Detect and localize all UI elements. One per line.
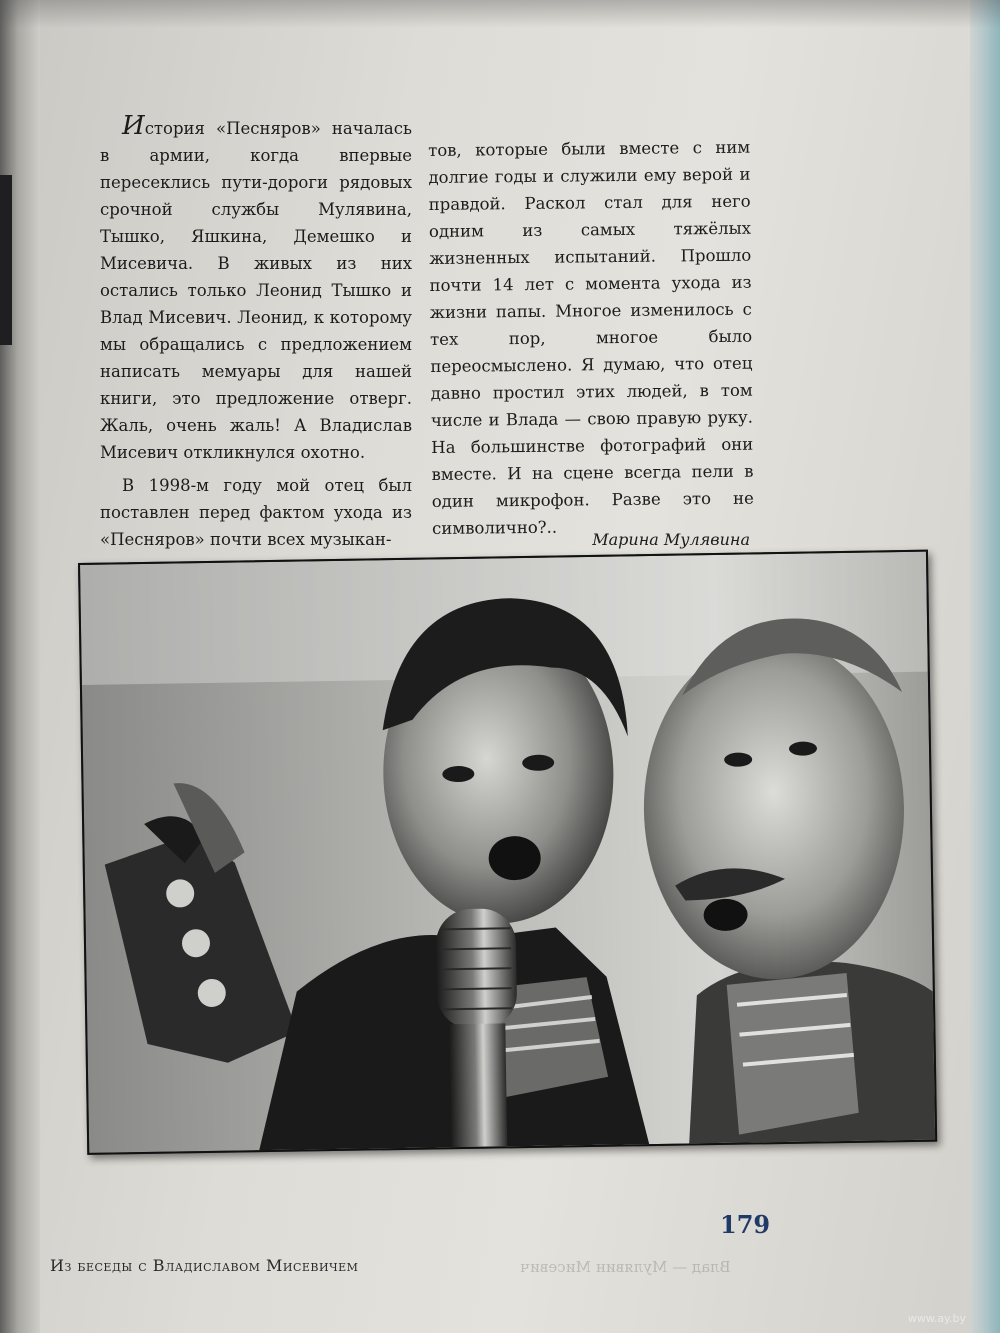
right-page-edge — [970, 0, 1000, 1333]
photo-illustration — [80, 552, 935, 1153]
paragraph-3: тов, которые были вместе с ним долгие годы и служили ему верой и правдой. Раскол стал для него одним из самых тяжёлых жизненных испытаний. Прошло почти 14 лет с момента ухода из жизни папы. Многое изменилось с тех пор, многое было переосмыслено. Я думаю, что отец давно простил этих людей, в том числе и Влада — свою правую руку. На большинстве фотографий они вместе. И на сцене всегда пели в один микрофон. Разве это не символично?.. — [428, 137, 754, 538]
top-shadow — [0, 0, 1000, 28]
bleed-through-text: Влад — Мулявин Мисевич — [520, 1258, 731, 1276]
author-signature: Марина Мулявина — [592, 530, 750, 549]
running-title: Из беседы с Владиславом Мисевичем — [50, 1256, 359, 1275]
left-edge-dark-strip — [0, 175, 12, 345]
page-number: 179 — [720, 1210, 771, 1239]
drop-cap: И — [122, 111, 145, 141]
watermark: www.ay.by — [907, 1312, 966, 1325]
paragraph-2: В 1998-м году мой отец был поставлен перед фактом ухода из «Песняров» почти всех музыкан- — [100, 476, 412, 549]
text-column-right — [428, 134, 754, 542]
paragraph-1-text: стория «Песняров» началась в армии, когда впервые пересеклись пути-дороги рядовых срочной службы Мулявина, Тышко, Яшкина, Демешко и Мисевича. В живых из них остались только Леонид Тышко и Влад Мисевич. Леонид, к которому мы обращались с предложением написать мемуары для нашей книги, это предложение отверг. Жаль, очень жаль! А Владислав Мисевич откликнулся охотно. — [100, 119, 412, 462]
bw-photograph-two-singers — [78, 550, 937, 1155]
text-column-left — [100, 113, 412, 553]
paragraph-1 — [100, 113, 412, 466]
